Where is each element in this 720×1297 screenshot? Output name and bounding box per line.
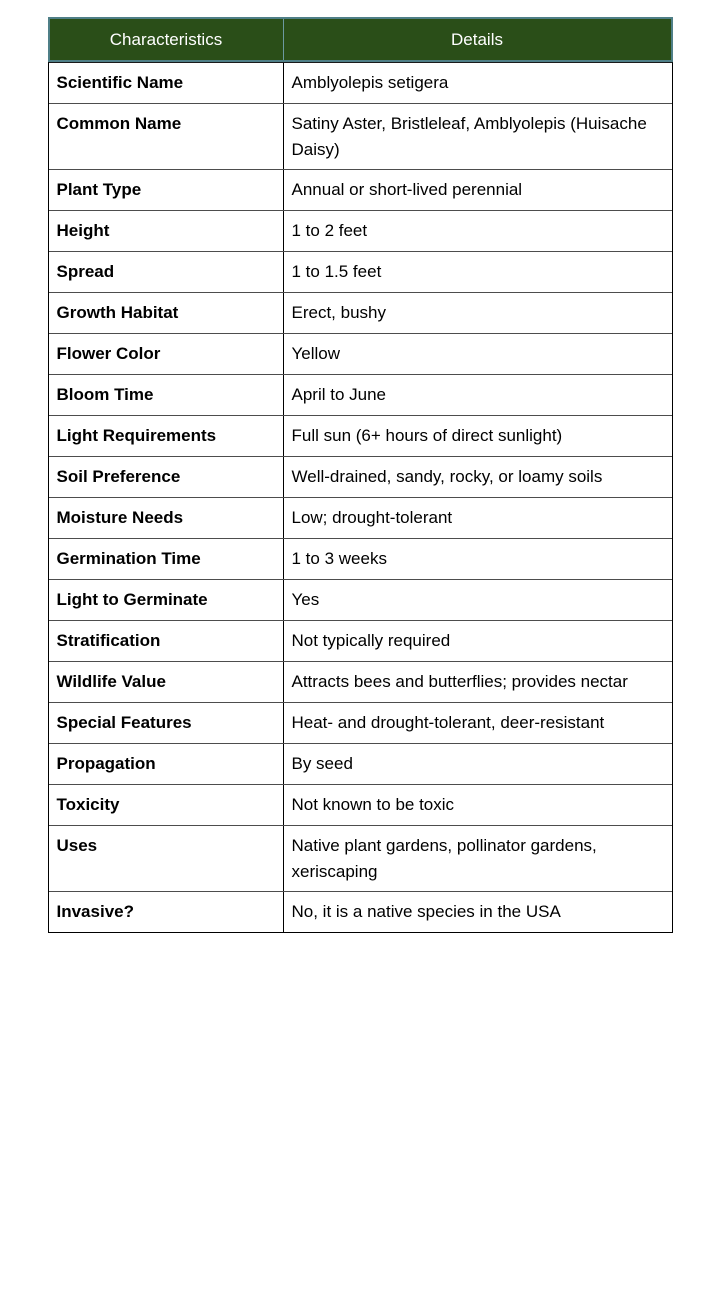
table-row xyxy=(49,457,672,498)
table-row xyxy=(49,252,672,293)
row-value: 1 to 2 feet xyxy=(291,221,368,240)
row-value: By seed xyxy=(291,754,353,773)
row-value: 1 to 3 weeks xyxy=(291,549,387,568)
table-row xyxy=(49,170,672,211)
row-value: 1 to 1.5 feet xyxy=(291,262,382,281)
row-label: Invasive? xyxy=(49,892,284,932)
row-label: Plant Type xyxy=(49,170,284,210)
row-value: Yellow xyxy=(291,344,341,363)
row-value: Full sun (6+ hours of direct sunlight) xyxy=(291,426,563,445)
header-cell-details: Details xyxy=(451,29,503,49)
table-row xyxy=(49,826,672,892)
table-row xyxy=(49,580,672,621)
row-label: Bloom Time xyxy=(49,375,284,415)
row-label: Special Features xyxy=(49,703,284,743)
row-label: Growth Habitat xyxy=(49,293,284,333)
table-row xyxy=(49,498,672,539)
table-body xyxy=(48,62,673,933)
row-label: Propagation xyxy=(49,744,284,784)
table-row xyxy=(49,104,672,170)
row-value: Well-drained, sandy, rocky, or loamy soils xyxy=(291,467,603,486)
row-label: Uses xyxy=(49,826,284,891)
table-row xyxy=(49,293,672,334)
row-value: Heat- and drought-tolerant, deer-resistant xyxy=(291,713,605,732)
table-row xyxy=(49,539,672,580)
row-label: Flower Color xyxy=(49,334,284,374)
row-label: Wildlife Value xyxy=(49,662,284,702)
table-row xyxy=(49,703,672,744)
row-label: Germination Time xyxy=(49,539,284,579)
row-value: Low; drought-tolerant xyxy=(291,508,453,527)
row-value: Not known to be toxic xyxy=(291,795,455,814)
row-label: Common Name xyxy=(49,104,284,169)
table-row xyxy=(49,416,672,457)
row-label: Light to Germinate xyxy=(49,580,284,620)
row-value: Native plant gardens, pollinator gardens, xeriscaping xyxy=(291,836,597,881)
row-value: No, it is a native species in the USA xyxy=(291,902,561,921)
table-header-row xyxy=(48,17,673,62)
row-value: Annual or short-lived perennial xyxy=(291,180,523,199)
table-row xyxy=(49,662,672,703)
row-value: Yes xyxy=(291,590,320,609)
row-label: Light Requirements xyxy=(49,416,284,456)
table-row xyxy=(49,375,672,416)
row-label: Toxicity xyxy=(49,785,284,825)
table-row xyxy=(49,744,672,785)
row-label: Spread xyxy=(49,252,284,292)
header-cell-characteristics: Characteristics xyxy=(50,19,284,60)
row-value: April to June xyxy=(291,385,386,404)
table-row xyxy=(49,211,672,252)
table-row xyxy=(49,785,672,826)
row-value: Attracts bees and butterflies; provides nectar xyxy=(291,672,628,691)
table-row xyxy=(49,621,672,662)
row-label: Moisture Needs xyxy=(49,498,284,538)
row-value: Amblyolepis setigera xyxy=(291,73,449,92)
row-value: Not typically required xyxy=(291,631,451,650)
row-label: Scientific Name xyxy=(49,63,284,103)
row-label: Stratification xyxy=(49,621,284,661)
table-row xyxy=(49,63,672,104)
table-row xyxy=(49,892,672,932)
plant-characteristics-table xyxy=(48,17,673,933)
row-value: Erect, bushy xyxy=(291,303,386,322)
row-label: Soil Preference xyxy=(49,457,284,497)
row-label: Height xyxy=(49,211,284,251)
table-row xyxy=(49,334,672,375)
row-value: Satiny Aster, Bristleleaf, Amblyolepis (Huisache Daisy) xyxy=(291,114,647,159)
